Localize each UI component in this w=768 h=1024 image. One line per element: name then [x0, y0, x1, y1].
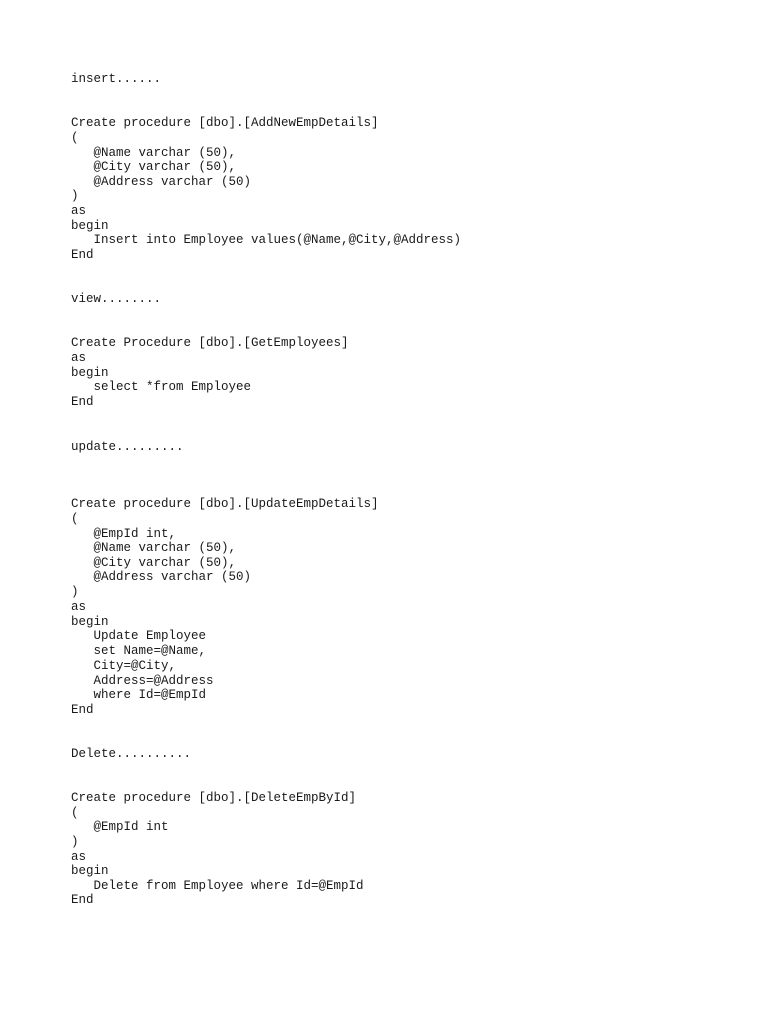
code-line: @City varchar (50),: [71, 556, 237, 570]
section-label-delete: Delete..........: [71, 747, 192, 761]
code-line: begin: [71, 864, 109, 878]
code-line: begin: [71, 366, 109, 380]
code-line: ): [71, 835, 79, 849]
code-line: @EmpId int: [71, 820, 169, 834]
code-line: Create procedure [dbo].[AddNewEmpDetails]: [71, 116, 379, 130]
code-line: select *from Employee: [71, 380, 252, 394]
code-line: as: [71, 204, 87, 218]
code-line: begin: [71, 615, 109, 629]
code-line: where Id=@EmpId: [71, 688, 207, 702]
code-line: End: [71, 395, 94, 409]
code-line: as: [71, 850, 87, 864]
code-line: (: [71, 512, 79, 526]
section-label-update: update.........: [71, 440, 184, 454]
code-line: set Name=@Name,: [71, 644, 207, 658]
code-line: begin: [71, 219, 109, 233]
code-line: (: [71, 131, 79, 145]
code-line: End: [71, 703, 94, 717]
code-line: Create procedure [dbo].[UpdateEmpDetails]: [71, 497, 379, 511]
code-line: Address=@Address: [71, 674, 214, 688]
code-line: Create Procedure [dbo].[GetEmployees]: [71, 336, 349, 350]
code-line: @Name varchar (50),: [71, 146, 237, 160]
code-line: Delete from Employee where Id=@EmpId: [71, 879, 364, 893]
code-line: City=@City,: [71, 659, 177, 673]
code-line: as: [71, 600, 87, 614]
code-line: as: [71, 351, 87, 365]
code-line: @EmpId int,: [71, 527, 177, 541]
section-label-view: view........: [71, 292, 162, 306]
code-line: End: [71, 248, 94, 262]
code-line: @Address varchar (50): [71, 570, 252, 584]
code-line: End: [71, 893, 94, 907]
code-line: (: [71, 806, 79, 820]
code-line: Create procedure [dbo].[DeleteEmpById]: [71, 791, 357, 805]
section-label-insert: insert......: [71, 72, 162, 86]
code-line: ): [71, 189, 79, 203]
code-line: @Name varchar (50),: [71, 541, 237, 555]
code-line: Insert into Employee values(@Name,@City,@Address): [71, 233, 462, 247]
code-line: Update Employee: [71, 629, 207, 643]
code-line: ): [71, 585, 79, 599]
code-line: @City varchar (50),: [71, 160, 237, 174]
code-line: @Address varchar (50): [71, 175, 252, 189]
